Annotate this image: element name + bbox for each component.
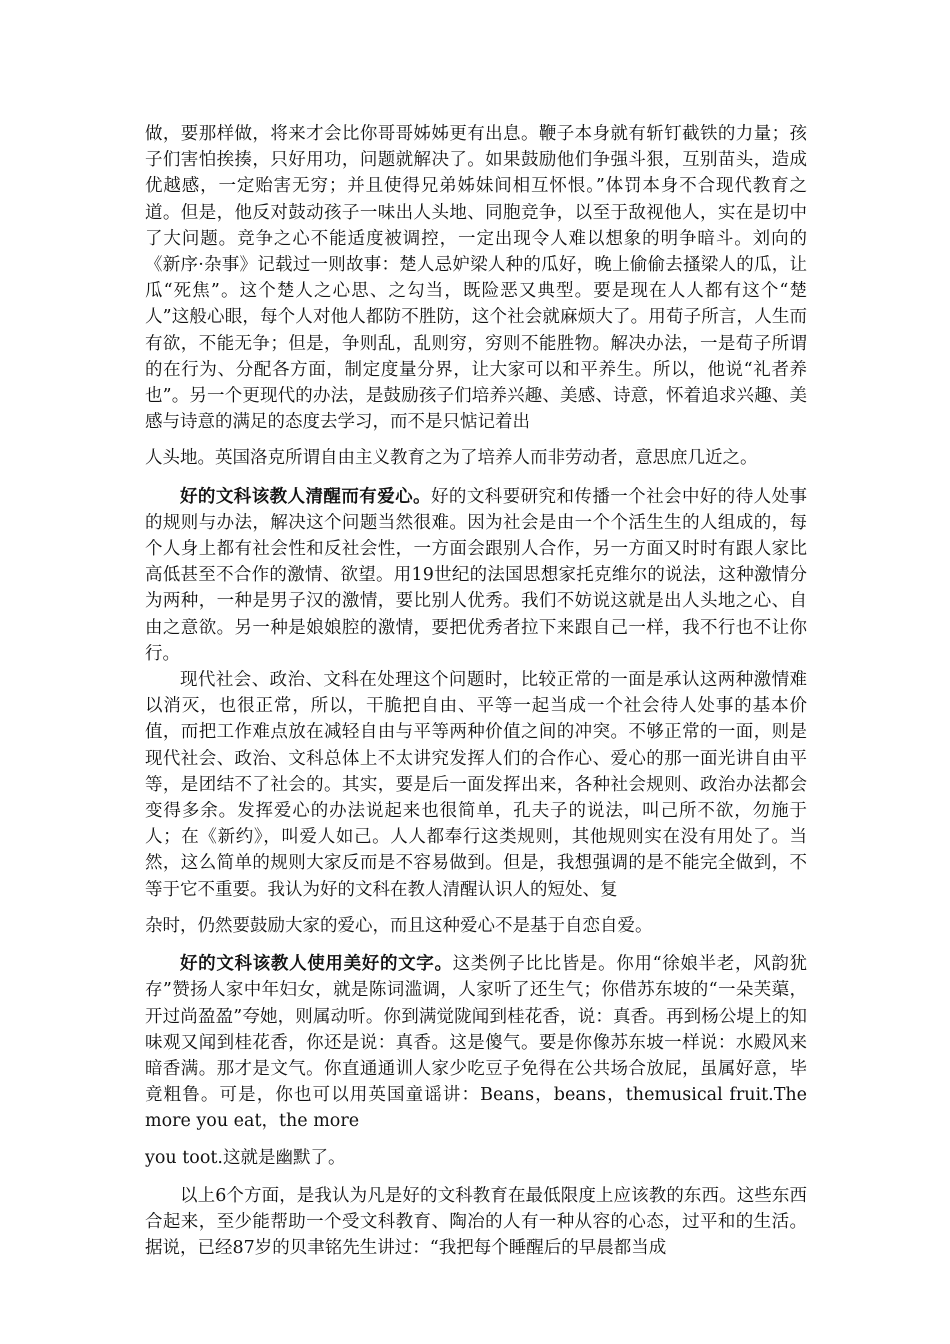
paragraph-3-last-line xyxy=(145,913,807,939)
paragraph-4 xyxy=(145,951,807,1134)
paragraph-4-text: 这类例子比比皆是。你用“徐娘半老，风韵犹存”赞扬人家中年妇女，就是陈词滥调，人家听了还生气；你借苏东坡的“一朵芙蕖，开过尚盈盈”夸她，则属动听。你到满觉陇闻到桂花香，说：真香。再到杨公堤上的知味观又闻到桂花香，你还是说：真香。这是傻气。要是你像苏东坡一样说：水殿风来暗香满。那才是文气。你直通通训人家少吃豆子免得在公共场合放屁，虽属好意，毕竟粗鲁。可是，你也可以用英国童谣讲：Beans，beans，themusical fruit.The more you eat，the more xyxy=(145,954,807,1132)
paragraph-1-last-line xyxy=(145,445,807,471)
paragraph-1-tail: 人头地。英国洛克所谓自由主义教育之为了培养人而非劳动者，意思庶几近之。 xyxy=(145,448,758,469)
document-body xyxy=(145,121,807,1261)
paragraph-1-text: 做，要那样做，将来才会比你哥哥姊姊更有出息。鞭子本身就有斩钉截铁的力量；孩子们害怕挨揍，只好用功，问题就解决了。如果鼓励他们争强斗狠，互别苗头，造成优越感，一定贻害无穷；并且使得兄弟姊妹间相互怀恨。”体罚本身不合现代教育之道。但是，他反对鼓动孩子一味出人头地、同胞竞争，以至于敌视他人，实在是切中了大问题。竞争之心不能适度被调控，一定出现令人难以想象的明争暗斗。刘向的《新序·杂事》记载过一则故事：楚人忌妒梁人种的瓜好，晚上偷偷去搔梁人的瓜，让瓜“死焦”。这个楚人之心思、之勾当，既险恶又典型。要是现在人人都有这个“楚人”这般心眼，每个人对他人都防不胜防，这个社会就麻烦大了。用荀子所言，人生而有欲，不能无争；但是，争则乱，乱则穷，穷则不能胜物。解决办法，一是荀子所谓的在行为、分配各方面，制定度量分界，让大家可以和平养生。所以，他说“礼者养也”。另一个更现代的办法，是鼓励孩子们培养兴趣、美感、诗意，怀着追求兴趣、美感与诗意的满足的态度去学习，而不是只惦记着出 xyxy=(145,124,807,433)
paragraph-4-tail: you toot.这就是幽默了。 xyxy=(145,1147,346,1168)
paragraph-3-text: 现代社会、政治、文科在处理这个问题时，比较正常的一面是承认这两种激情难以消灭，也很正常，所以，干脆把自由、平等一起当成一个社会待人处事的基本价值，而把工作难点放在减轻自由与平等两种价值之间的冲突。不够正常的一面，则是现代社会、政治、文科总体上不太讲究发挥人们的合作心、爱心的那一面光讲自由平等，是团结不了社会的。其实，要是后一面发挥出来，各种社会规则、政治办法都会变得多余。发挥爱心的办法说起来也很简单，孔夫子的说法，叫己所不欲，勿施于人；在《新约》，叫爱人如己。人人都奉行这类规则，其他规则实在没有用处了。当然，这么简单的规则大家反而是不容易做到。但是，我想强调的是不能完全做到，不等于它不重要。我认为好的文科在教人清醒认识人的短处、复 xyxy=(145,670,807,900)
paragraph-2-text: 好的文科要研究和传播一个社会中好的待人处事的规则与办法，解决这个问题当然很难。因为社会是由一个个活生生的人组成的，每个人身上都有社会性和反社会性，一方面会跟别人合作，另一方面又时时有跟人家比高低甚至不合作的激情、欲望。用19世纪的法国思想家托克维尔的说法，这种激情分为两种，一种是男子汉的激情，要比别人优秀。我们不妨说这就是出人头地之心、自由之意欲。另一种是娘娘腔的激情，要把优秀者拉下来跟自己一样，我不行也不让你行。 xyxy=(145,486,808,664)
paragraph-3 xyxy=(145,667,807,903)
paragraph-2 xyxy=(145,484,807,667)
paragraph-1 xyxy=(145,121,807,435)
paragraph-5-text: 以上6个方面，是我认为凡是好的文科教育在最低限度上应该教的东西。这些东西合起来，至少能帮助一个受文科教育、陶冶的人有一种从容的心态，过平和的生活。据说，已经87岁的贝聿铭先生讲过：“我把每个睡醒后的早晨都当成 xyxy=(145,1185,807,1259)
paragraph-4-lead: 好的文科该教人使用美好的文字。 xyxy=(180,954,453,975)
paragraph-4-last-line xyxy=(145,1145,807,1171)
paragraph-3-tail: 杂时，仍然要鼓励大家的爱心，而且这种爱心不是基于自恋自爱。 xyxy=(145,915,653,936)
paragraph-2-lead: 好的文科该教人清醒而有爱心。 xyxy=(180,486,431,507)
paragraph-5 xyxy=(145,1183,807,1262)
